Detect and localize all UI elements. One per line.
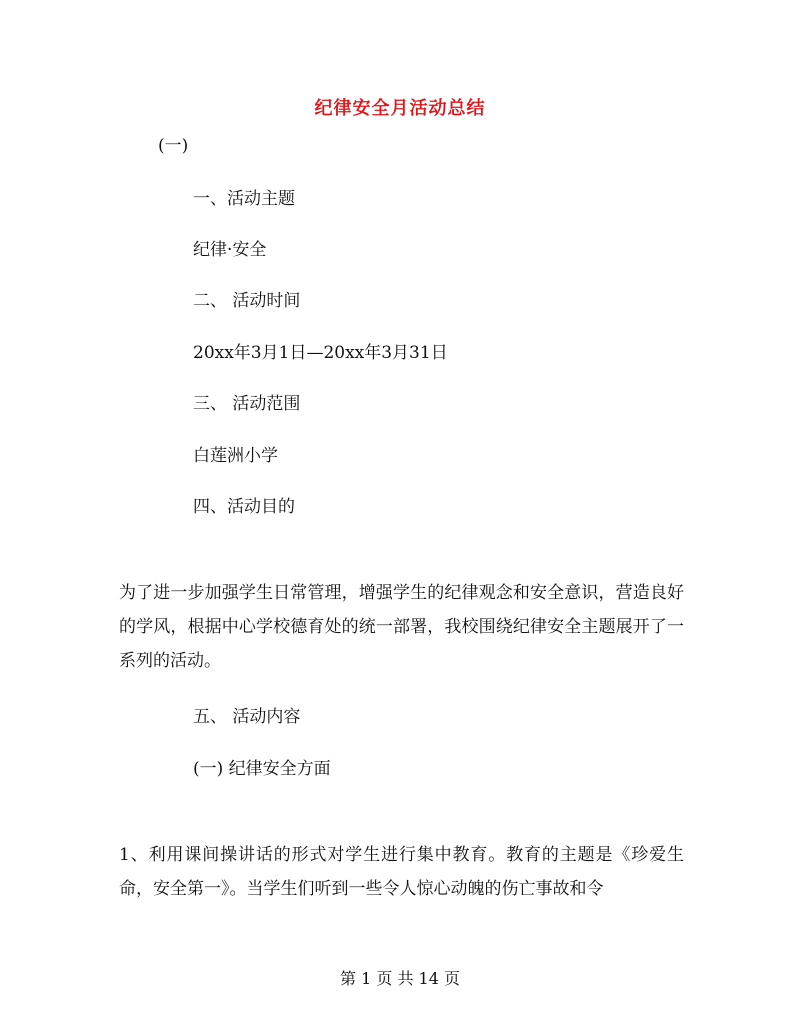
- purpose-paragraph: 为了进一步加强学生日常管理，增强学生的纪律观念和安全意识，营造良好的学风，根据中心学校德育处的统一部署，我校围绕纪律安全主题展开了一系列的活动。: [119, 583, 684, 671]
- heading-theme: 一、活动主题: [193, 189, 295, 209]
- heading-content: 五、 活动内容: [193, 707, 301, 727]
- page-number-footer: 第 1 页 共 14 页: [340, 969, 460, 988]
- section-marker: (一): [158, 136, 189, 156]
- heading-time: 二、 活动时间: [193, 291, 301, 311]
- sub-heading-discipline-safety: (一) 纪律安全方面: [193, 759, 331, 779]
- theme-text: 纪律·安全: [193, 240, 267, 260]
- heading-scope: 三、 活动范围: [193, 394, 301, 414]
- time-text: 20xx年3月1日—20xx年3月31日: [193, 343, 448, 363]
- content-paragraph-1: 1、利用课间操讲话的形式对学生进行集中教育。教育的主题是《珍爱生命，安全第一》。当学生们听到一些令人惊心动魄的伤亡事故和令: [119, 845, 684, 899]
- heading-purpose: 四、活动目的: [193, 497, 295, 517]
- scope-text: 白莲洲小学: [193, 446, 278, 466]
- document-title: 纪律安全月活动总结: [314, 98, 486, 119]
